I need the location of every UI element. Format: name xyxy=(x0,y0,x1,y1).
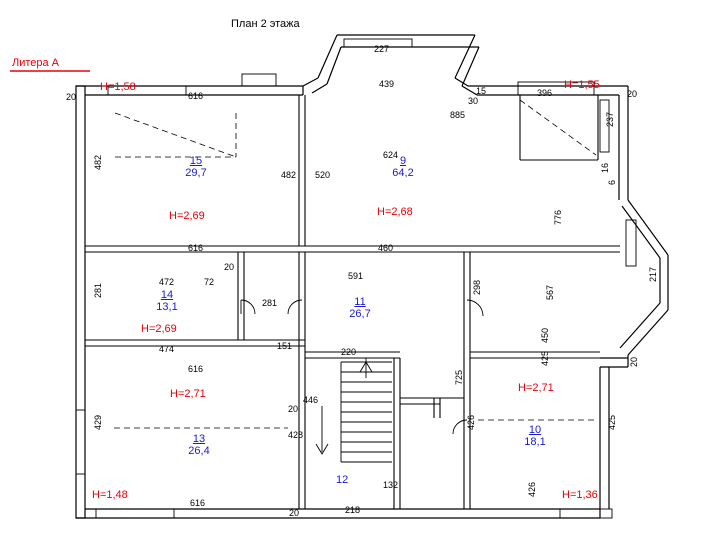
dimension-inner-11: 151 xyxy=(277,341,293,351)
room-10-area: 18,1 xyxy=(524,436,546,448)
dimension-right-7: 567 xyxy=(545,284,555,300)
dimension-inner-16: 428 xyxy=(288,430,304,440)
dimension-right-13: 426 xyxy=(527,481,537,497)
dimension-inner-13: 616 xyxy=(188,364,204,374)
dimension-inner-20: 20 xyxy=(289,508,300,518)
dimension-left-1: 281 xyxy=(93,282,103,298)
room-9 xyxy=(373,155,433,179)
dimension-top-0: 227 xyxy=(374,44,390,54)
dimension-right-4: 425 xyxy=(607,414,617,430)
room-13-area: 26,4 xyxy=(188,445,210,457)
dimension-top-7: 15 xyxy=(476,86,487,96)
room-10-number: 10 xyxy=(528,424,542,436)
room-10-height: H=2,71 xyxy=(518,382,554,394)
room-14-height: H=2,69 xyxy=(141,323,177,335)
dimension-inner-8: 591 xyxy=(348,271,364,281)
dimension-inner-17: 132 xyxy=(383,480,399,490)
window-height-left-top: H=1,58 xyxy=(100,81,136,93)
dimension-top-6: 20 xyxy=(627,89,638,99)
room-9-area: 64,2 xyxy=(392,167,414,179)
dimension-top-3: 885 xyxy=(450,110,466,120)
dimension-inner-4: 460 xyxy=(378,243,394,253)
room-13 xyxy=(169,433,229,457)
window-height-right-bottom: H=1,36 xyxy=(562,489,598,501)
room-11-area: 26,7 xyxy=(349,308,371,320)
dimension-right-5: 20 xyxy=(629,356,639,367)
dimension-inner-14: 20 xyxy=(288,404,299,414)
room-14 xyxy=(137,289,197,313)
room-14-area: 13,1 xyxy=(156,301,178,313)
dimension-left-0: 482 xyxy=(93,154,103,170)
dimension-inner-9: 281 xyxy=(262,298,278,308)
room-14-number: 14 xyxy=(160,289,174,301)
dimension-right-2: 6 xyxy=(607,179,617,185)
room-13-height: H=2,71 xyxy=(170,388,206,400)
room-11-number: 11 xyxy=(354,296,366,308)
litera-label: Литера А xyxy=(12,57,60,69)
room-13-number: 13 xyxy=(192,433,206,445)
room-9-height: H=2,68 xyxy=(377,206,413,218)
dimension-right-12: 298 xyxy=(472,279,482,295)
dimension-right-11: 725 xyxy=(454,369,464,385)
dimension-right-3: 217 xyxy=(648,266,658,282)
dimension-right-8: 450 xyxy=(540,327,550,343)
window-height-left-bottom: H=1,48 xyxy=(92,489,128,501)
room-12-number: 12 xyxy=(336,474,349,486)
dimension-right-9: 425 xyxy=(540,350,550,366)
dimension-right-1: 16 xyxy=(600,162,610,173)
window-height-right-top: H=1,55 xyxy=(564,79,600,91)
dimension-inner-15: 446 xyxy=(303,395,319,405)
dimension-inner-1: 520 xyxy=(315,170,331,180)
dimension-inner-5: 472 xyxy=(159,277,175,287)
page-title: План 2 этажа xyxy=(231,18,300,30)
dimension-inner-7: 20 xyxy=(224,262,235,272)
room-15-height: H=2,69 xyxy=(169,210,205,222)
room-9-number: 9 xyxy=(399,155,407,167)
room-11 xyxy=(330,296,390,320)
dimension-inner-10: 474 xyxy=(159,344,175,354)
dimension-right-0: 237 xyxy=(605,111,615,127)
dimension-inner-19: 616 xyxy=(190,498,206,508)
dimension-left-2: 429 xyxy=(93,414,103,430)
dimension-top-2: 396 xyxy=(537,88,553,98)
dimension-top-5: 20 xyxy=(66,92,77,102)
dimension-inner-12: 220 xyxy=(341,347,357,357)
dimension-top-8: 30 xyxy=(468,96,479,106)
dimension-top-1: 439 xyxy=(379,79,395,89)
dimension-right-6: 776 xyxy=(553,209,563,225)
dimension-inner-3: 616 xyxy=(188,243,204,253)
room-15 xyxy=(166,155,226,179)
dimension-inner-0: 482 xyxy=(281,170,297,180)
dimension-inner-2: 624 xyxy=(383,150,399,160)
dimension-top-4: 616 xyxy=(188,91,204,101)
dimension-inner-6: 72 xyxy=(204,277,215,287)
room-15-number: 15 xyxy=(189,155,203,167)
dimension-inner-18: 218 xyxy=(345,505,361,515)
dimension-right-10: 426 xyxy=(466,414,476,430)
room-15-area: 29,7 xyxy=(185,167,207,179)
room-10 xyxy=(505,424,565,448)
